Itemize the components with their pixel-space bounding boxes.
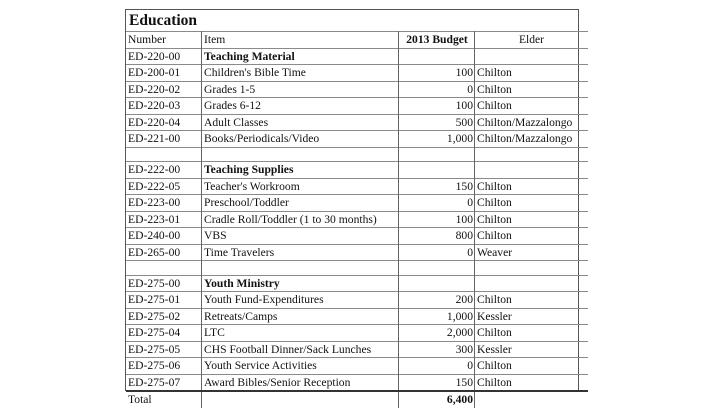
spacer-cell xyxy=(126,261,202,276)
header-budget: 2013 Budget xyxy=(399,32,475,49)
account-number: ED-275-06 xyxy=(126,358,202,375)
spacer-cell xyxy=(202,147,399,162)
account-number: ED-220-03 xyxy=(126,98,202,115)
table-row xyxy=(126,358,588,375)
account-number: ED-222-05 xyxy=(126,178,202,195)
budget-amount: 150 xyxy=(399,178,475,195)
budget-amount: 2,000 xyxy=(399,325,475,342)
line-item: Youth Fund-Expenditures xyxy=(202,292,399,309)
budget-amount: 100 xyxy=(399,211,475,228)
table-row xyxy=(126,98,588,115)
elder-name xyxy=(475,48,589,65)
budget-amount: 100 xyxy=(399,65,475,82)
elder-name: Chilton xyxy=(475,81,589,98)
account-number: ED-222-00 xyxy=(126,162,202,179)
line-item: Grades 1-5 xyxy=(202,81,399,98)
elder-name xyxy=(475,275,589,292)
section-title: Youth Ministry xyxy=(202,275,399,292)
elder-name: Chilton xyxy=(475,65,589,82)
elder-name: Kessler xyxy=(475,308,589,325)
spacer-cell xyxy=(475,147,589,162)
section-title: Teaching Supplies xyxy=(202,162,399,179)
table-row xyxy=(126,114,588,131)
line-item: Books/Periodicals/Video xyxy=(202,131,399,148)
budget-amount: 800 xyxy=(399,228,475,245)
line-item: Teacher's Workroom xyxy=(202,178,399,195)
line-item: Preschool/Toddler xyxy=(202,195,399,212)
table-row xyxy=(126,131,588,148)
budget-amount xyxy=(399,48,475,65)
budget-amount xyxy=(399,162,475,179)
total-item xyxy=(202,391,399,408)
line-item: CHS Football Dinner/Sack Lunches xyxy=(202,341,399,358)
budget-sheet xyxy=(125,9,579,407)
spacer-row xyxy=(126,261,588,276)
section-header-row xyxy=(126,48,588,65)
account-number: ED-275-01 xyxy=(126,292,202,309)
section-header-row xyxy=(126,275,588,292)
budget-table xyxy=(126,31,588,408)
elder-name: Chilton xyxy=(475,98,589,115)
budget-amount xyxy=(399,275,475,292)
elder-name: Chilton/Mazzalongo xyxy=(475,114,589,131)
budget-amount: 0 xyxy=(399,195,475,212)
spacer-cell xyxy=(126,147,202,162)
total-elder xyxy=(475,391,589,408)
elder-name xyxy=(475,162,589,179)
table-row xyxy=(126,178,588,195)
budget-amount: 0 xyxy=(399,81,475,98)
header-number: Number xyxy=(126,32,202,49)
line-item: Retreats/Camps xyxy=(202,308,399,325)
budget-table-body xyxy=(126,48,588,408)
account-number: ED-275-05 xyxy=(126,341,202,358)
line-item: LTC xyxy=(202,325,399,342)
elder-name: Weaver xyxy=(475,244,589,261)
budget-amount: 150 xyxy=(399,374,475,391)
header-item: Item xyxy=(202,32,399,49)
budget-amount: 1,000 xyxy=(399,308,475,325)
elder-name: Chilton xyxy=(475,374,589,391)
table-row xyxy=(126,195,588,212)
elder-name: Chilton xyxy=(475,211,589,228)
line-item: Youth Service Activities xyxy=(202,358,399,375)
table-row xyxy=(126,308,588,325)
table-row xyxy=(126,211,588,228)
line-item: VBS xyxy=(202,228,399,245)
account-number: ED-265-00 xyxy=(126,244,202,261)
spacer-cell xyxy=(202,261,399,276)
budget-amount: 200 xyxy=(399,292,475,309)
line-item: Cradle Roll/Toddler (1 to 30 months) xyxy=(202,211,399,228)
table-row xyxy=(126,292,588,309)
budget-amount: 100 xyxy=(399,98,475,115)
table-row xyxy=(126,341,588,358)
elder-name: Kessler xyxy=(475,341,589,358)
elder-name: Chilton xyxy=(475,358,589,375)
spacer-cell xyxy=(399,147,475,162)
total-label: Total xyxy=(126,391,202,408)
account-number: ED-275-04 xyxy=(126,325,202,342)
spacer-row xyxy=(126,147,588,162)
budget-amount: 300 xyxy=(399,341,475,358)
account-number: ED-220-02 xyxy=(126,81,202,98)
elder-name: Chilton xyxy=(475,325,589,342)
elder-name: Chilton xyxy=(475,178,589,195)
table-row xyxy=(126,81,588,98)
line-item: Adult Classes xyxy=(202,114,399,131)
section-header-row xyxy=(126,162,588,179)
elder-name: Chilton/Mazzalongo xyxy=(475,131,589,148)
account-number: ED-275-07 xyxy=(126,374,202,391)
budget-amount: 0 xyxy=(399,244,475,261)
line-item: Time Travelers xyxy=(202,244,399,261)
sheet-title: Education xyxy=(129,12,198,29)
account-number: ED-220-00 xyxy=(126,48,202,65)
elder-name: Chilton xyxy=(475,228,589,245)
total-row xyxy=(126,391,588,408)
budget-amount: 500 xyxy=(399,114,475,131)
account-number: ED-200-01 xyxy=(126,65,202,82)
account-number: ED-223-01 xyxy=(126,211,202,228)
table-row xyxy=(126,228,588,245)
table-row xyxy=(126,244,588,261)
budget-amount: 0 xyxy=(399,358,475,375)
spacer-cell xyxy=(399,261,475,276)
elder-name: Chilton xyxy=(475,195,589,212)
account-number: ED-275-00 xyxy=(126,275,202,292)
budget-amount: 1,000 xyxy=(399,131,475,148)
header-elder: Elder xyxy=(475,32,589,49)
line-item: Children's Bible Time xyxy=(202,65,399,82)
total-amount: 6,400 xyxy=(399,391,475,408)
line-item: Award Bibles/Senior Reception xyxy=(202,374,399,391)
table-row xyxy=(126,374,588,391)
spacer-cell xyxy=(475,261,589,276)
account-number: ED-240-00 xyxy=(126,228,202,245)
account-number: ED-275-02 xyxy=(126,308,202,325)
line-item: Grades 6-12 xyxy=(202,98,399,115)
account-number: ED-220-04 xyxy=(126,114,202,131)
header-row xyxy=(126,32,588,49)
section-title: Teaching Material xyxy=(202,48,399,65)
account-number: ED-221-00 xyxy=(126,131,202,148)
account-number: ED-223-00 xyxy=(126,195,202,212)
table-row xyxy=(126,65,588,82)
elder-name: Chilton xyxy=(475,292,589,309)
table-row xyxy=(126,325,588,342)
